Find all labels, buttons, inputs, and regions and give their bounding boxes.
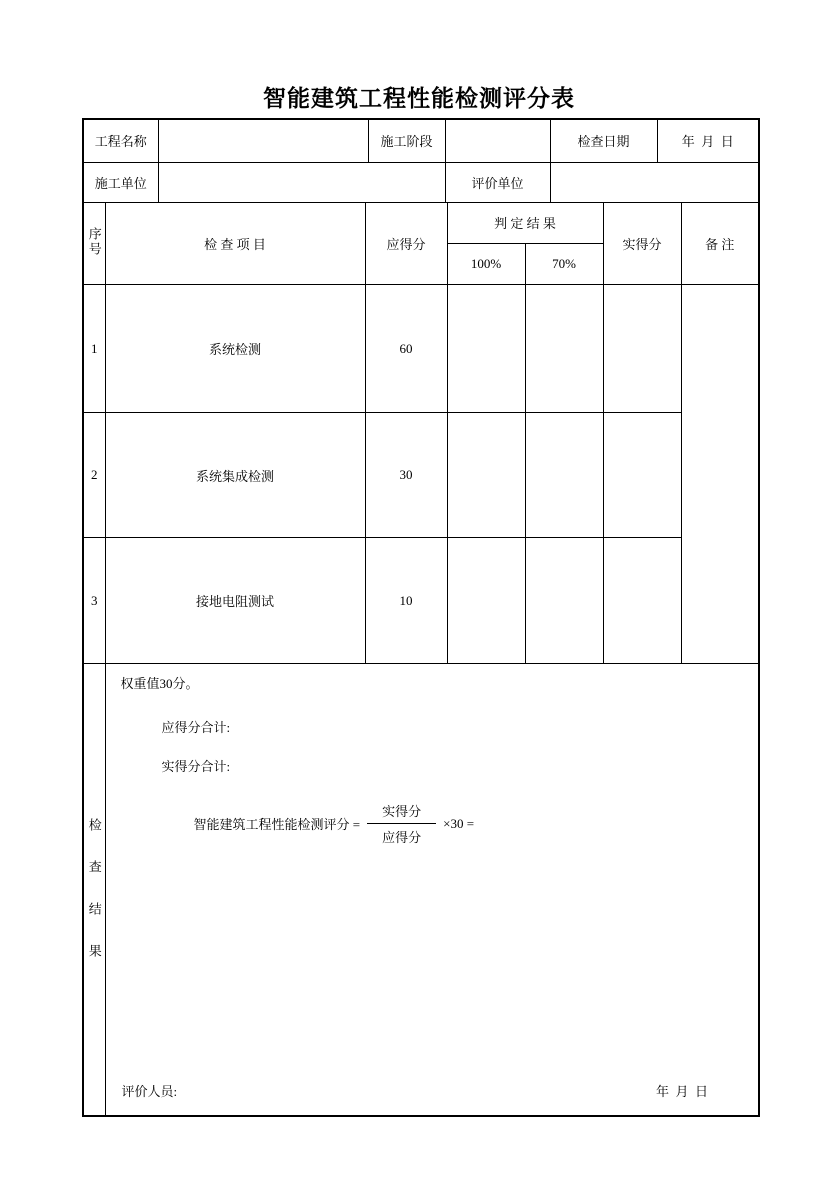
row-item: 系统检测 xyxy=(105,285,365,413)
formula-numerator: 实得分 xyxy=(367,801,436,824)
form-table xyxy=(82,118,760,1117)
row-judgement-100 xyxy=(447,413,525,538)
row-judgement-100 xyxy=(447,285,525,413)
formula-fraction xyxy=(367,801,436,846)
row-index: 1 xyxy=(84,285,105,413)
result-section xyxy=(84,664,758,1115)
evaluator-label: 评价人员: xyxy=(121,1084,178,1099)
info-row-1 xyxy=(84,120,758,162)
evaluation-unit-value xyxy=(550,162,758,202)
result-content-cell xyxy=(105,664,758,1115)
due-total-label: 应得分合计: xyxy=(161,720,231,735)
row-judgement-70 xyxy=(525,285,603,413)
evaluation-unit-label: 评价单位 xyxy=(445,162,550,202)
header-judgement-70: 70% xyxy=(525,244,603,285)
row-actual-score xyxy=(603,538,681,664)
row-due-score: 60 xyxy=(365,285,447,413)
header-actual-score: 实得分 xyxy=(603,203,681,285)
table-row xyxy=(84,413,758,538)
result-section-label: 检查结果 xyxy=(86,818,102,986)
table-row xyxy=(84,285,758,413)
check-date-label: 检查日期 xyxy=(550,120,657,162)
result-row xyxy=(84,664,758,1115)
row-judgement-70 xyxy=(525,413,603,538)
header-due-score: 应得分 xyxy=(365,203,447,285)
row-index: 3 xyxy=(84,538,105,664)
row-due-score: 30 xyxy=(365,413,447,538)
header-row-1 xyxy=(84,203,758,244)
header-index-text: 序号 xyxy=(86,227,102,258)
signature-date: 年 月 日 xyxy=(655,1084,708,1099)
row-due-score: 10 xyxy=(365,538,447,664)
score-formula xyxy=(194,801,759,846)
construction-phase-label: 施工阶段 xyxy=(368,120,445,162)
construction-unit-value xyxy=(158,162,445,202)
result-section-label-cell xyxy=(84,664,105,1115)
result-content xyxy=(106,664,759,1113)
formula-prefix: 智能建筑工程性能检测评分 = xyxy=(193,817,361,832)
table-row xyxy=(84,538,758,664)
project-name-value xyxy=(158,120,368,162)
construction-phase-value xyxy=(445,120,550,162)
signature-row xyxy=(122,1081,709,1100)
formula-suffix: ×30 = xyxy=(443,815,475,831)
row-judgement-70 xyxy=(525,538,603,664)
score-table xyxy=(84,203,758,665)
header-item: 检 查 项 目 xyxy=(105,203,365,285)
info-table xyxy=(84,120,758,203)
row-judgement-100 xyxy=(447,538,525,664)
row-item: 系统集成检测 xyxy=(105,413,365,538)
header-judgement: 判 定 结 果 xyxy=(447,203,603,244)
remark-cell xyxy=(681,285,758,664)
row-actual-score xyxy=(603,285,681,413)
actual-total-label: 实得分合计: xyxy=(161,759,231,774)
weight-note: 权重值30分。 xyxy=(120,676,199,691)
info-row-2 xyxy=(84,162,758,202)
formula-denominator: 应得分 xyxy=(382,830,422,845)
row-index: 2 xyxy=(84,413,105,538)
header-index xyxy=(84,203,105,285)
header-judgement-100: 100% xyxy=(447,244,525,285)
construction-unit-label: 施工单位 xyxy=(84,162,158,202)
spacer xyxy=(106,846,759,1081)
header-remark: 备 注 xyxy=(681,203,758,285)
check-date-value: 年 月 日 xyxy=(657,120,758,162)
project-name-label: 工程名称 xyxy=(84,120,158,162)
row-item: 接地电阻测试 xyxy=(105,538,365,664)
page-title: 智能建筑工程性能检测评分表 xyxy=(263,85,575,111)
row-actual-score xyxy=(603,413,681,538)
